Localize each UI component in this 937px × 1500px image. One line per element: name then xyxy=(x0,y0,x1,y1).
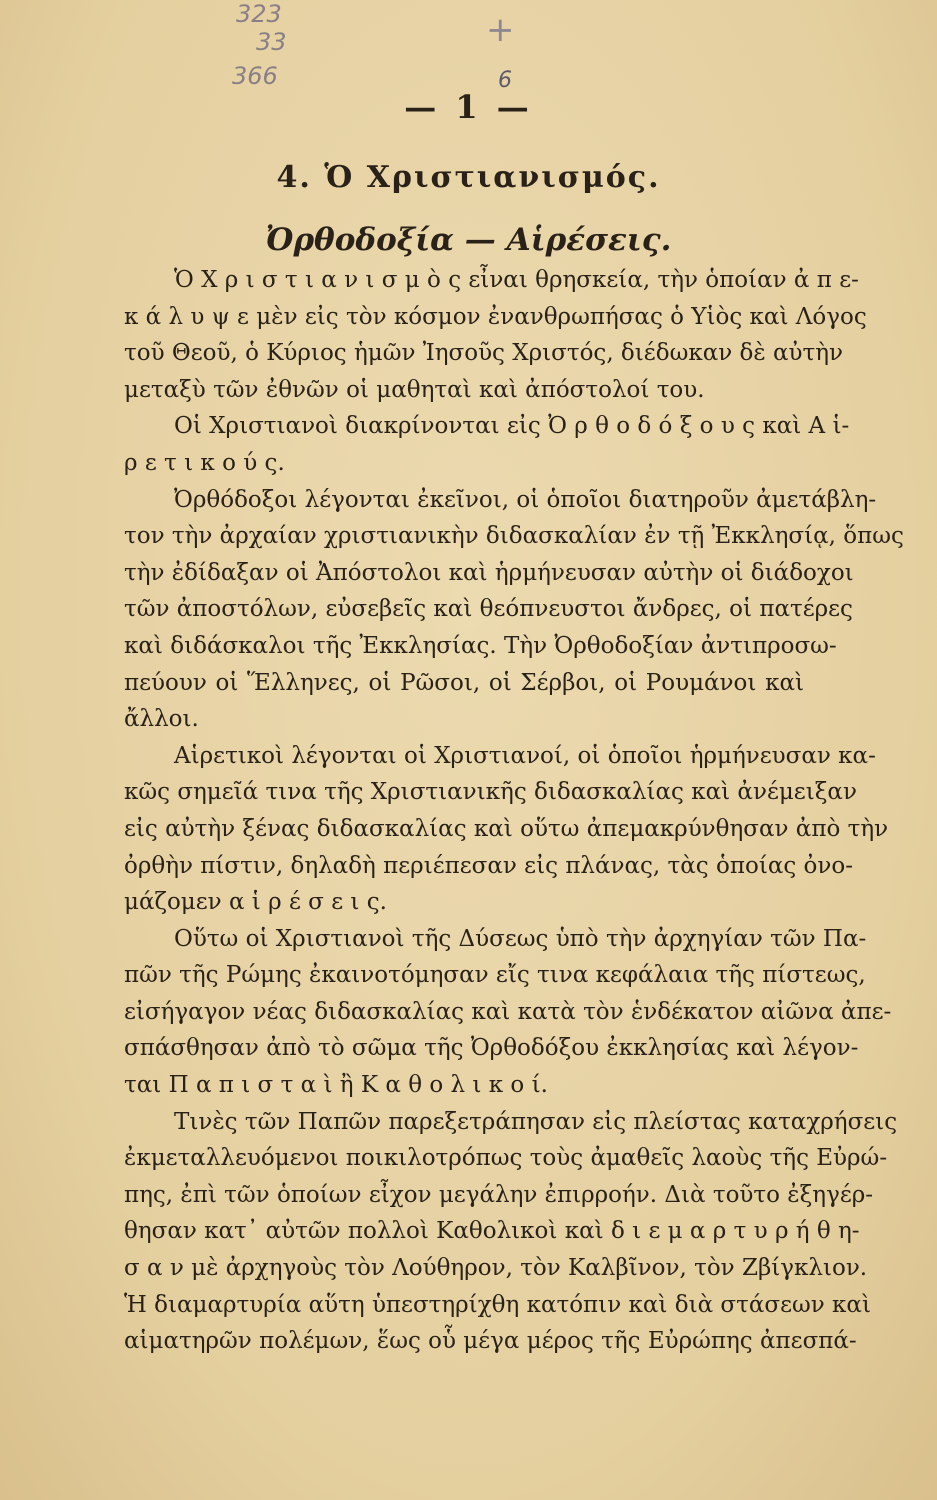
text-line: μεταξὺ τῶν ἐθνῶν οἱ μαθηταὶ καὶ ἀπόστολοί του. xyxy=(124,376,705,403)
text-line: μάζομεν α ἱ ρ έ σ ε ι ς. xyxy=(124,889,387,916)
chapter-title: 4. Ὁ Χριστιανισμός. xyxy=(276,160,661,195)
text-line: σπάσθησαν ἀπὸ τὸ σῶμα τῆς Ὀρθοδόξου ἐκκλησίας καὶ λέγον- xyxy=(124,1035,859,1062)
text-line: τῶν ἀποστόλων, εὐσεβεῖς καὶ θεόπνευστοι ἄνδρες, οἱ πατέρες xyxy=(124,596,853,623)
page-number: — 1 — xyxy=(404,88,533,126)
pencil-annotation: 323 xyxy=(236,0,282,28)
body-text xyxy=(124,262,904,1360)
text-line: εἰσήγαγον νέας διδασκαλίας καὶ κατὰ τὸν ἑνδέκατον αἰῶνα ἀπε- xyxy=(124,998,892,1025)
text-line: Οἱ Χριστιανοὶ διακρίνονται εἰς Ὀ ρ θ ο δ ό ξ ο υ ς καὶ Α ἱ- xyxy=(174,413,850,440)
text-line: καὶ διδάσκαλοι τῆς Ἐκκλησίας. Τὴν Ὀρθοδοξίαν ἀντιπροσω- xyxy=(124,632,837,659)
text-line: Οὕτω οἱ Χριστιανοὶ τῆς Δύσεως ὑπὸ τὴν ἀρχηγίαν τῶν Πα- xyxy=(174,925,867,952)
pencil-annotation: 33 xyxy=(256,28,287,56)
text-line: Ὀρθόδοξοι λέγονται ἐκεῖνοι, οἱ ὁποῖοι διατηροῦν ἀμετάβλη- xyxy=(174,486,877,513)
text-line: θησαν κατ᾿ αὐτῶν πολλοὶ Καθολικοὶ καὶ δ ι ε μ α ρ τ υ ρ ή θ η- xyxy=(124,1218,860,1245)
text-line: ρ ε τ ι κ ο ύ ς. xyxy=(124,449,285,476)
text-line: εἰς αὐτὴν ξένας διδασκαλίας καὶ οὕτω ἀπεμακρύνθησαν ἀπὸ τὴν xyxy=(124,815,889,842)
text-line: Ὁ Χ ρ ι σ τ ι α ν ι σ μ ὸ ς εἶναι θρησκεία, τὴν ὁποίαν ἀ π ε- xyxy=(174,267,859,293)
text-line: πῶν τῆς Ρώμης ἐκαινοτόμησαν εἴς τινα κεφάλαια τῆς πίστεως, xyxy=(124,962,866,989)
text-line: τοῦ Θεοῦ, ὁ Κύριος ἡμῶν Ἰησοῦς Χριστός, διέδωκαν δὲ αὐτὴν xyxy=(124,340,844,367)
section-title: Ὀρθοδοξία — Αἱρέσεις. xyxy=(265,222,672,258)
text-line: Αἱρετικοὶ λέγονται οἱ Χριστιανοί, οἱ ὁποῖοι ἡρμήνευσαν κα- xyxy=(174,742,876,769)
text-line: τον τὴν ἀρχαίαν χριστιανικὴν διδασκαλίαν ἐν τῇ Ἐκκλησίᾳ, ὅπως xyxy=(124,523,904,550)
text-line: πης, ἐπὶ τῶν ὁποίων εἶχον μεγάλην ἐπιρροήν. Διὰ τοῦτο ἐξηγέρ- xyxy=(124,1181,874,1208)
text-line: τὴν ἐδίδαξαν οἱ Ἀπόστολοι καὶ ἡρμήνευσαν αὐτὴν οἱ διάδοχοι xyxy=(124,559,854,586)
pencil-annotation: 366 xyxy=(232,62,278,90)
text-line: Τινὲς τῶν Παπῶν παρεξετράπησαν εἰς πλείστας καταχρήσεις xyxy=(174,1108,898,1135)
handwritten-page-number: 6 xyxy=(498,68,512,93)
pencil-mark: + xyxy=(486,10,515,50)
text-line: κῶς σημεῖά τινα τῆς Χριστιανικῆς διδασκαλίας καὶ ἀνέμειξαν xyxy=(124,779,857,806)
text-line: πεύουν οἱ Ἕλληνες, οἱ Ρῶσοι, οἱ Σέρβοι, οἱ Ρουμάνοι καὶ xyxy=(124,669,804,696)
text-line: Ἡ διαμαρτυρία αὕτη ὑπεστηρίχθη κατόπιν καὶ διὰ στάσεων καὶ xyxy=(124,1291,871,1318)
text-line: ἐκμεταλλευόμενοι ποικιλοτρόπως τοὺς ἀμαθεῖς λαοὺς τῆς Εὐρώ- xyxy=(124,1145,888,1172)
text-line: ἄλλοι. xyxy=(124,706,199,733)
text-line: ὀρθὴν πίστιν, δηλαδὴ περιέπεσαν εἰς πλάνας, τὰς ὁποίας ὀνο- xyxy=(124,852,854,879)
text-line: κ ά λ υ ψ ε μὲν εἰς τὸν κόσμον ἐνανθρωπήσας ὁ Υἱὸς καὶ Λόγος xyxy=(124,303,867,330)
text-line: σ α ν μὲ ἀρχηγοὺς τὸν Λούθηρον, τὸν Καλβῖνον, τὸν Ζβίγκλιον. xyxy=(124,1255,868,1282)
text-line: αἱματηρῶν πολέμων, ἕως οὗ μέγα μέρος τῆς Εὐρώπης ἀπεσπά- xyxy=(124,1328,857,1355)
text-line: ται Π α π ι σ τ α ὶ ἢ Κ α θ ο λ ι κ ο ί. xyxy=(124,1072,548,1099)
